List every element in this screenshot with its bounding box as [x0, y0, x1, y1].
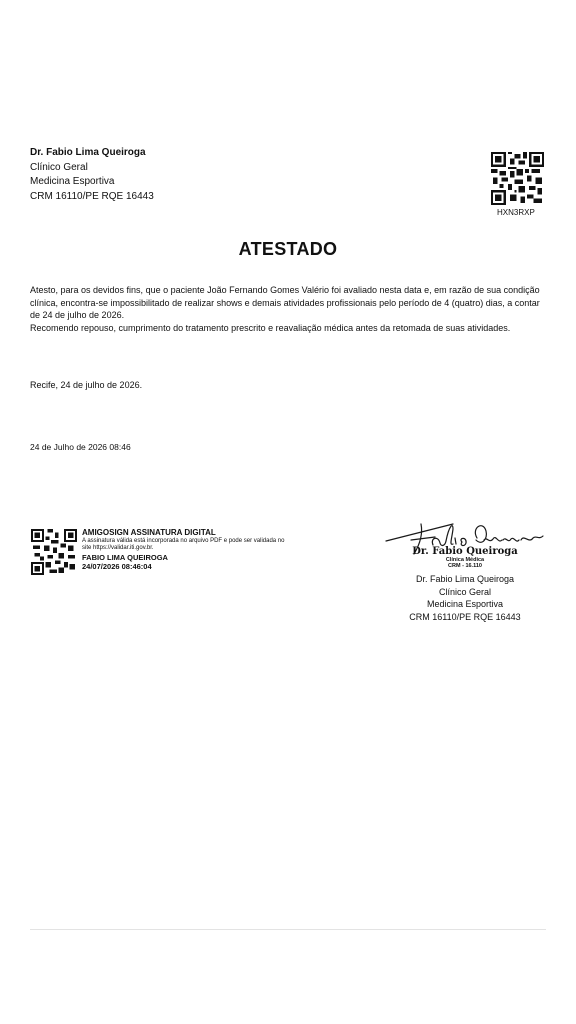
digital-signature-info [82, 528, 292, 571]
doctor-header [30, 146, 154, 204]
timestamp: 24 de Julho de 2026 08:46 [30, 442, 131, 452]
certificate-body [30, 284, 546, 334]
signature-block-registration: CRM 16110/PE RQE 16443 [409, 611, 521, 622]
doctor-registration: CRM 16110/PE RQE 16443 [30, 190, 154, 202]
stamp-line-1: Clínica Médica [445, 557, 485, 563]
stamp-name: Dr. Fabio Queiroga [412, 546, 518, 557]
footer-divider [30, 929, 546, 930]
verification-qr-code-icon [491, 152, 544, 205]
signature-signer: FABIO LIMA QUEIROGA [82, 553, 168, 562]
signature-block [396, 573, 534, 623]
signature-block-specialty-1: Clínico Geral [438, 586, 492, 597]
signature-brand: AMIGOSIGN ASSINATURA DIGITAL [82, 528, 216, 537]
city-date: Recife, 24 de julho de 2026. [30, 380, 143, 390]
signature-block-name: Dr. Fabio Lima Queiroga [415, 574, 515, 584]
signature-date: 24/07/2026 08:46:04 [82, 562, 152, 571]
stamp-line-2: CRM - 16.110 [448, 563, 482, 569]
doctor-specialty-2: Medicina Esportiva [30, 176, 115, 187]
body-paragraph-2: Recomendo repouso, cumprimento do tratamento prescrito e reavaliação médica antes da retomada de suas atividades. [30, 322, 511, 333]
signature-note: A assinatura válida está incorporada no arquivo PDF e pode ser validada no site https://validar.iti.gov.br. [82, 538, 285, 551]
doctor-stamp [402, 546, 528, 569]
doctor-name: Dr. Fabio Lima Queiroga [30, 147, 146, 158]
signature-block-specialty-2: Medicina Esportiva [426, 599, 504, 609]
doctor-specialty-1: Clínico Geral [30, 161, 88, 173]
signature-qr-code-icon [31, 529, 77, 575]
document-title: ATESTADO [238, 239, 338, 259]
verification-code: HXN3RXP [497, 208, 535, 217]
body-paragraph-1: Atesto, para os devidos fins, que o paciente João Fernando Gomes Valério foi avaliado nesta data e, em razão de sua condição clínica, encontra-se impossibilitado de realizar shows e demais atividades profissionais pelo período de 4 (quatro) dias, a contar de 24 de julho de 2026. [30, 285, 540, 320]
